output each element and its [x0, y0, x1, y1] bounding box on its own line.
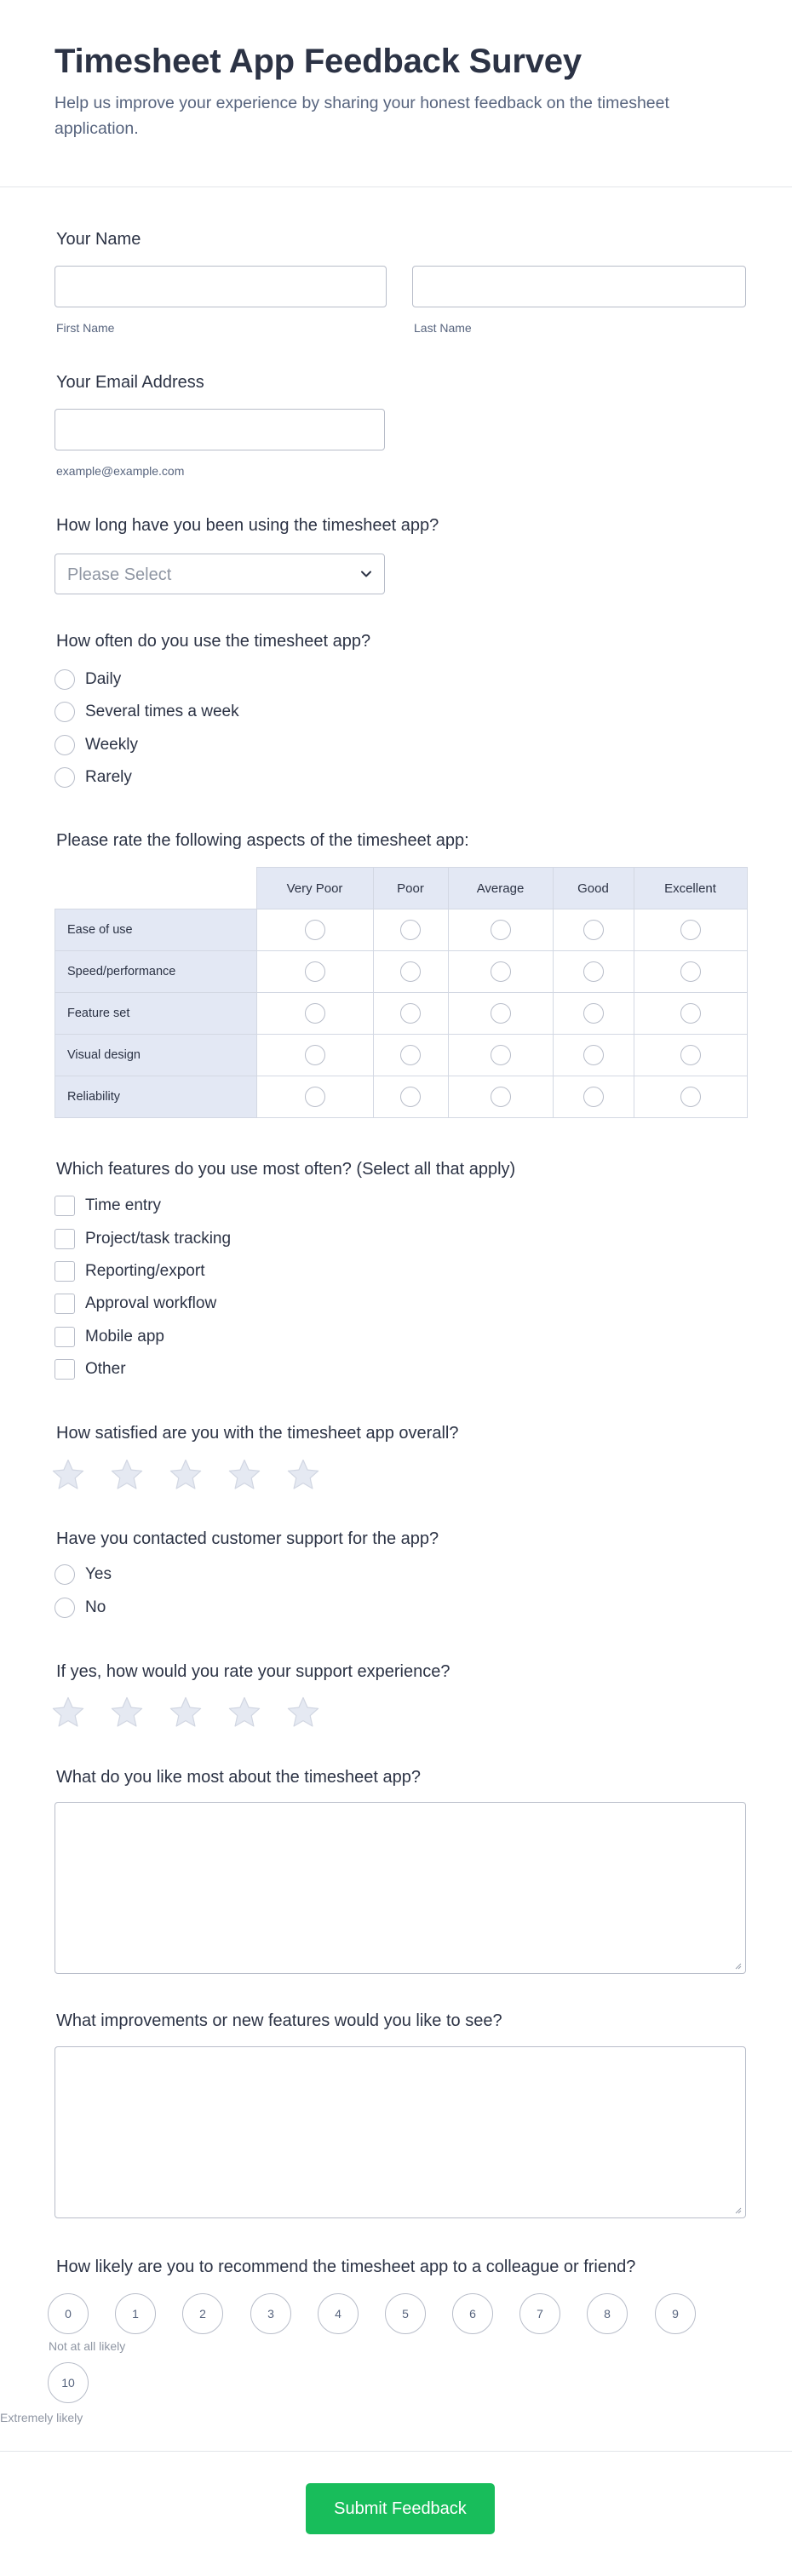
- matrix-row: [55, 909, 748, 951]
- matrix-radio[interactable]: [491, 920, 511, 940]
- matrix-radio[interactable]: [491, 961, 511, 982]
- email-sublabel: example@example.com: [56, 464, 185, 478]
- matrix-radio[interactable]: [583, 920, 604, 940]
- improvements-label: What improvements or new features would you like to see?: [56, 2011, 502, 2030]
- frequency-option-label: Weekly: [85, 736, 138, 754]
- matrix-row-label: Visual design: [55, 1035, 257, 1076]
- matrix-radio[interactable]: [680, 920, 701, 940]
- name-label: Your Name: [56, 230, 141, 249]
- feature-checkbox-mobile[interactable]: [55, 1327, 75, 1347]
- matrix-row: [55, 951, 748, 993]
- nps-option[interactable]: 5: [385, 2293, 426, 2334]
- email-input[interactable]: [55, 409, 385, 450]
- email-label: Your Email Address: [56, 373, 204, 392]
- nps-option[interactable]: 8: [587, 2293, 628, 2334]
- nps-option[interactable]: 7: [519, 2293, 560, 2334]
- resize-grip-icon[interactable]: [733, 2206, 742, 2214]
- frequency-radio-weekly[interactable]: [55, 735, 75, 755]
- star-icon[interactable]: [110, 1695, 144, 1730]
- support-rating-label: If yes, how would you rate your support experience?: [56, 1662, 451, 1681]
- matrix-label: Please rate the following aspects of the timesheet app:: [56, 831, 469, 850]
- last-name-input[interactable]: [412, 266, 746, 307]
- matrix-col-header: Good: [553, 868, 634, 909]
- feature-checkbox-time-entry[interactable]: [55, 1196, 75, 1216]
- matrix-radio[interactable]: [400, 1045, 421, 1065]
- feature-checkbox-other[interactable]: [55, 1359, 75, 1380]
- frequency-radio-rarely[interactable]: [55, 767, 75, 788]
- resize-grip-icon[interactable]: [733, 1961, 742, 1970]
- frequency-option-label: Rarely: [85, 768, 132, 786]
- matrix-radio[interactable]: [305, 961, 325, 982]
- page-subtitle: Help us improve your experience by sharing your honest feedback on the timesheet application.: [55, 94, 669, 138]
- matrix-radio[interactable]: [680, 1045, 701, 1065]
- page-title: Timesheet App Feedback Survey: [55, 43, 582, 80]
- chevron-down-icon: [359, 566, 374, 582]
- support-radio-no[interactable]: [55, 1598, 75, 1618]
- matrix-col-header: Poor: [373, 868, 448, 909]
- matrix-radio[interactable]: [491, 1003, 511, 1024]
- feature-option-label: Other: [85, 1360, 126, 1378]
- star-icon[interactable]: [169, 1695, 203, 1730]
- frequency-radio-daily[interactable]: [55, 669, 75, 690]
- support-option-label: No: [85, 1598, 106, 1616]
- matrix-row-label: Reliability: [55, 1076, 257, 1118]
- matrix-radio[interactable]: [305, 1003, 325, 1024]
- frequency-label: How often do you use the timesheet app?: [56, 632, 371, 651]
- star-icon[interactable]: [169, 1458, 203, 1492]
- nps-high-caption: Extremely likely: [0, 2411, 83, 2424]
- satisfaction-star-rating: [51, 1458, 320, 1492]
- feature-checkbox-approval[interactable]: [55, 1294, 75, 1314]
- footer-divider: [0, 2451, 792, 2452]
- star-icon[interactable]: [110, 1458, 144, 1492]
- matrix-radio[interactable]: [583, 1087, 604, 1107]
- matrix-row: [55, 1035, 748, 1076]
- first-name-input[interactable]: [55, 266, 387, 307]
- matrix-radio[interactable]: [680, 1003, 701, 1024]
- matrix-radio[interactable]: [680, 1087, 701, 1107]
- frequency-option-label: Daily: [85, 670, 122, 688]
- rating-matrix: [55, 867, 748, 1118]
- features-label: Which features do you use most often? (Select all that apply): [56, 1160, 516, 1179]
- matrix-radio[interactable]: [400, 1003, 421, 1024]
- matrix-radio[interactable]: [583, 1045, 604, 1065]
- support-option-label: Yes: [85, 1565, 112, 1583]
- usage-duration-label: How long have you been using the timesheet app?: [56, 516, 439, 535]
- nps-option[interactable]: 6: [452, 2293, 493, 2334]
- support-contact-label: Have you contacted customer support for the app?: [56, 1529, 439, 1548]
- star-icon[interactable]: [227, 1458, 261, 1492]
- star-icon[interactable]: [51, 1695, 85, 1730]
- star-icon[interactable]: [286, 1458, 320, 1492]
- nps-option[interactable]: 0: [48, 2293, 89, 2334]
- matrix-col-header: Excellent: [634, 868, 747, 909]
- nps-option[interactable]: 10: [48, 2362, 89, 2403]
- feature-option-label: Time entry: [85, 1196, 162, 1214]
- matrix-radio[interactable]: [305, 920, 325, 940]
- nps-option[interactable]: 1: [115, 2293, 156, 2334]
- matrix-col-header: Average: [448, 868, 553, 909]
- matrix-radio[interactable]: [400, 961, 421, 982]
- last-name-sublabel: Last Name: [414, 321, 472, 335]
- matrix-row-label: Feature set: [55, 993, 257, 1035]
- header-divider: [0, 186, 792, 187]
- matrix-radio[interactable]: [583, 1003, 604, 1024]
- feature-option-label: Approval workflow: [85, 1294, 217, 1312]
- feature-option-label: Reporting/export: [85, 1262, 205, 1280]
- feature-option-label: Mobile app: [85, 1328, 164, 1345]
- feature-checkbox-reporting[interactable]: [55, 1261, 75, 1282]
- nps-option[interactable]: 9: [655, 2293, 696, 2334]
- recommend-label: How likely are you to recommend the timesheet app to a colleague or friend?: [56, 2258, 636, 2276]
- frequency-option-label: Several times a week: [85, 703, 239, 720]
- nps-option[interactable]: 3: [250, 2293, 291, 2334]
- matrix-row-label: Speed/performance: [55, 951, 257, 993]
- star-icon[interactable]: [51, 1458, 85, 1492]
- matrix-radio[interactable]: [305, 1045, 325, 1065]
- frequency-radio-several[interactable]: [55, 702, 75, 722]
- matrix-radio[interactable]: [400, 920, 421, 940]
- support-radio-yes[interactable]: [55, 1564, 75, 1585]
- satisfaction-label: How satisfied are you with the timesheet app overall?: [56, 1424, 459, 1443]
- feature-checkbox-project-tracking[interactable]: [55, 1229, 75, 1249]
- nps-option[interactable]: 2: [182, 2293, 223, 2334]
- nps-option[interactable]: 4: [318, 2293, 359, 2334]
- feature-option-label: Project/task tracking: [85, 1230, 232, 1248]
- usage-duration-select[interactable]: [55, 554, 385, 594]
- likes-textarea[interactable]: [55, 1802, 746, 1974]
- support-star-rating: [51, 1695, 320, 1730]
- nps-low-caption: Not at all likely: [49, 2339, 126, 2353]
- matrix-radio[interactable]: [305, 1087, 325, 1107]
- matrix-radio[interactable]: [400, 1087, 421, 1107]
- first-name-sublabel: First Name: [56, 321, 115, 335]
- matrix-radio[interactable]: [680, 961, 701, 982]
- matrix-radio[interactable]: [491, 1045, 511, 1065]
- matrix-row: [55, 993, 748, 1035]
- matrix-col-header: Very Poor: [256, 868, 373, 909]
- select-value: Please Select: [67, 565, 172, 584]
- matrix-radio[interactable]: [583, 961, 604, 982]
- improvements-textarea[interactable]: [55, 2046, 746, 2218]
- star-icon[interactable]: [286, 1695, 320, 1730]
- matrix-row-label: Ease of use: [55, 909, 257, 951]
- likes-label: What do you like most about the timesheet app?: [56, 1768, 422, 1787]
- submit-button[interactable]: Submit Feedback: [306, 2483, 495, 2534]
- matrix-radio[interactable]: [491, 1087, 511, 1107]
- matrix-row: [55, 1076, 748, 1118]
- star-icon[interactable]: [227, 1695, 261, 1730]
- matrix-corner: [55, 868, 257, 909]
